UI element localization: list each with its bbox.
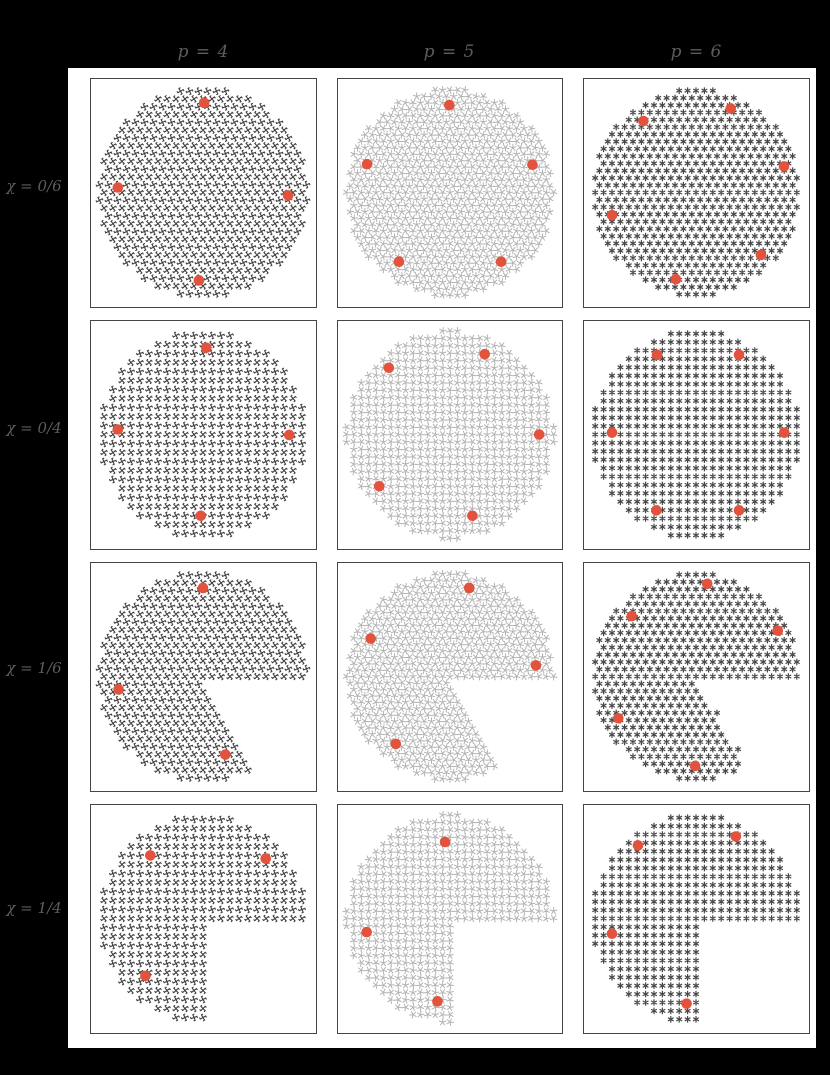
lattice-panel-chi-1-6-p4 <box>90 562 317 792</box>
lattice-panel-chi-0-6-p4 <box>90 78 317 308</box>
lattice-panel-chi-1-6-p5 <box>337 562 564 792</box>
row-label-chi-0-6: χ = 0/6 <box>6 177 62 195</box>
lattice-canvas <box>584 805 808 1032</box>
lattice-canvas <box>338 321 562 548</box>
lattice-panel-chi-0-6-p5 <box>337 78 564 308</box>
lattice-panel-chi-0-4-p6 <box>583 320 810 550</box>
lattice-panel-chi-0-4-p4 <box>90 320 317 550</box>
lattice-canvas <box>91 79 315 306</box>
lattice-panel-chi-0-4-p5 <box>337 320 564 550</box>
row-label-chi-1-4: χ = 1/4 <box>6 899 62 917</box>
lattice-panel-chi-1-4-p4 <box>90 804 317 1034</box>
row-label-chi-1-6: χ = 1/6 <box>6 659 62 677</box>
lattice-canvas <box>338 805 562 1032</box>
lattice-canvas <box>584 321 808 548</box>
lattice-panel-chi-0-6-p6 <box>583 78 810 308</box>
column-title-p4: p = 4 <box>177 42 230 62</box>
row-label-chi-0-4: χ = 0/4 <box>6 419 62 437</box>
lattice-canvas <box>91 805 315 1032</box>
lattice-panel-chi-1-4-p5 <box>337 804 564 1034</box>
lattice-panel-chi-1-4-p6 <box>583 804 810 1034</box>
lattice-canvas <box>91 321 315 548</box>
lattice-panel-chi-1-6-p6 <box>583 562 810 792</box>
column-title-p5: p = 5 <box>423 42 476 62</box>
column-title-p6: p = 6 <box>670 42 723 62</box>
lattice-canvas <box>338 79 562 306</box>
lattice-canvas <box>91 563 315 790</box>
lattice-canvas <box>584 79 808 306</box>
lattice-canvas <box>584 563 808 790</box>
lattice-canvas <box>338 563 562 790</box>
